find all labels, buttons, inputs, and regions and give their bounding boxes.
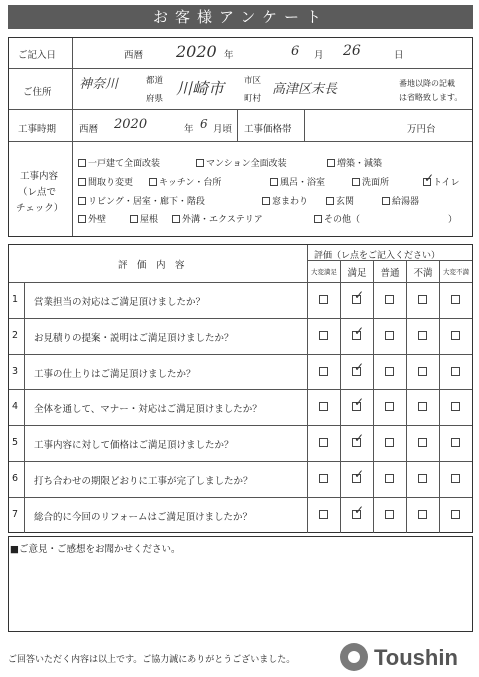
work-type-option[interactable] bbox=[262, 194, 308, 207]
checkbox[interactable] bbox=[270, 178, 278, 186]
form-title: お客様アンケート bbox=[8, 5, 473, 29]
checkbox[interactable] bbox=[172, 215, 180, 223]
rating-header: 評価（レ点をご記入ください） bbox=[314, 251, 441, 261]
address-note-line1: 番地以降の記載 bbox=[399, 79, 455, 88]
question-number: 5 bbox=[12, 437, 19, 449]
other-close-paren: ） bbox=[448, 215, 458, 225]
checkbox[interactable] bbox=[352, 178, 360, 186]
info-table bbox=[8, 37, 473, 237]
work-type-label: 増築・減築 bbox=[337, 159, 383, 169]
question-text: 全体を通して、マナー・対応はご満足頂けましたか？ bbox=[34, 404, 262, 416]
work-type-option[interactable] bbox=[78, 156, 160, 169]
scale-label: 不満 bbox=[413, 268, 433, 279]
checkbox[interactable] bbox=[78, 215, 86, 223]
rating-checkbox[interactable] bbox=[385, 510, 394, 519]
work-type-option[interactable] bbox=[382, 194, 419, 207]
divider bbox=[9, 141, 472, 142]
evaluation-header: 評 価 内 容 bbox=[118, 260, 185, 271]
work-type-label: トイレ bbox=[433, 178, 460, 188]
pref-suffix-bottom: 府県 bbox=[146, 94, 164, 104]
rating-checkbox[interactable] bbox=[418, 402, 427, 411]
work-type-label: 給湯器 bbox=[392, 197, 420, 207]
divider bbox=[72, 38, 73, 236]
divider bbox=[9, 68, 472, 69]
work-type-label: その他（ bbox=[324, 215, 361, 225]
period-year-unit: 年 bbox=[184, 124, 194, 135]
pref-suffix-top: 都道 bbox=[146, 76, 164, 86]
address-town: 高津区末長 bbox=[272, 82, 338, 97]
content-hint-line2: チェック） bbox=[16, 203, 64, 214]
check-mark-icon: ✓ bbox=[354, 431, 365, 446]
rating-checkbox[interactable] bbox=[451, 295, 460, 304]
rating-checkbox[interactable] bbox=[319, 474, 328, 483]
checkbox[interactable] bbox=[78, 197, 86, 205]
divider bbox=[340, 260, 341, 533]
logo-center bbox=[348, 651, 360, 663]
rating-checkbox[interactable] bbox=[451, 438, 460, 447]
divider bbox=[24, 282, 25, 533]
date-era: 西暦 bbox=[124, 50, 144, 61]
rating-checkbox[interactable] bbox=[319, 295, 328, 304]
rating-checkbox[interactable] bbox=[319, 510, 328, 519]
period-month-unit: 月頃 bbox=[213, 124, 233, 135]
checkbox[interactable] bbox=[326, 197, 334, 205]
checkbox[interactable] bbox=[149, 178, 157, 186]
work-type-option[interactable] bbox=[78, 194, 205, 207]
date-day-unit: 日 bbox=[394, 50, 404, 61]
checkbox[interactable] bbox=[423, 171, 435, 186]
work-type-label: 間取り変更 bbox=[88, 178, 134, 188]
company-logo-text: Toushin bbox=[374, 645, 458, 670]
divider bbox=[439, 260, 440, 533]
rating-checkbox[interactable] bbox=[451, 474, 460, 483]
check-mark-icon: ✓ bbox=[354, 323, 365, 338]
rating-checkbox[interactable] bbox=[418, 438, 427, 447]
work-type-option[interactable] bbox=[149, 175, 221, 188]
rating-checkbox[interactable] bbox=[385, 295, 394, 304]
rating-checkbox[interactable] bbox=[319, 438, 328, 447]
date-year-unit: 年 bbox=[224, 50, 234, 61]
work-type-option[interactable] bbox=[78, 175, 133, 188]
checkbox[interactable] bbox=[78, 178, 86, 186]
rating-checkbox[interactable] bbox=[418, 331, 427, 340]
footer-message: ご回答いただく内容は以上です。ご協力誠にありがとうございました。 bbox=[8, 655, 296, 665]
check-mark-icon: ✓ bbox=[354, 502, 365, 517]
check-mark-icon: ✓ bbox=[354, 466, 365, 481]
divider bbox=[237, 110, 238, 141]
checkbox[interactable] bbox=[382, 197, 390, 205]
work-type-option[interactable] bbox=[196, 156, 287, 169]
checkbox[interactable] bbox=[314, 215, 322, 223]
checkbox[interactable] bbox=[130, 215, 138, 223]
work-type-label: リビング・居室・廊下・階段 bbox=[88, 197, 205, 207]
date-year: 2020 bbox=[176, 42, 217, 61]
checkbox[interactable] bbox=[262, 197, 270, 205]
work-type-label: マンション全面改装 bbox=[206, 159, 287, 169]
check-mark-icon: ✓ bbox=[354, 359, 365, 374]
work-type-label: 窓まわり bbox=[272, 197, 309, 207]
work-type-option[interactable] bbox=[270, 175, 325, 188]
rating-checkbox[interactable] bbox=[418, 510, 427, 519]
checkbox[interactable] bbox=[78, 159, 86, 167]
work-type-option[interactable] bbox=[172, 212, 263, 225]
work-type-option[interactable] bbox=[78, 212, 106, 225]
divider bbox=[304, 110, 305, 141]
check-mark-icon: ✓ bbox=[354, 287, 365, 302]
rating-checkbox[interactable] bbox=[319, 367, 328, 376]
address-city: 川崎市 bbox=[176, 79, 225, 98]
work-type-label: 玄関 bbox=[336, 197, 355, 207]
question-number: 2 bbox=[12, 329, 19, 341]
date-month: 6 bbox=[291, 44, 300, 59]
period-label: 工事時期 bbox=[18, 124, 57, 135]
checkbox[interactable] bbox=[196, 159, 204, 167]
address-prefecture: 神奈川 bbox=[79, 77, 119, 92]
question-text: 工事内容に対して価格はご満足頂けましたか？ bbox=[34, 440, 234, 452]
price-label: 工事価格帯 bbox=[244, 124, 292, 135]
divider bbox=[406, 260, 407, 533]
question-text: 工事の仕上りはご満足頂けましたか？ bbox=[34, 368, 196, 380]
divider bbox=[9, 461, 472, 462]
work-type-option[interactable] bbox=[352, 175, 389, 188]
rating-checkbox[interactable] bbox=[418, 474, 427, 483]
check-mark-icon: ✓ bbox=[354, 395, 365, 410]
divider bbox=[9, 354, 472, 355]
price-unit: 万円台 bbox=[407, 124, 436, 135]
work-type-option[interactable] bbox=[326, 194, 354, 207]
question-text: 営業担当の対応はご満足頂けましたか？ bbox=[34, 296, 206, 308]
rating-checkbox[interactable] bbox=[451, 510, 460, 519]
work-type-option[interactable] bbox=[130, 212, 158, 225]
work-type-label: 風呂・浴室 bbox=[280, 178, 326, 188]
rating-checkbox[interactable] bbox=[385, 474, 394, 483]
city-suffix-top: 市区 bbox=[244, 76, 262, 86]
period-era: 西暦 bbox=[79, 124, 99, 135]
question-number: 4 bbox=[12, 401, 19, 413]
rating-checkbox[interactable] bbox=[319, 331, 328, 340]
work-type-option[interactable] bbox=[314, 212, 360, 225]
scale-label: 普通 bbox=[380, 268, 400, 279]
divider bbox=[9, 425, 472, 426]
opinion-label: ■ご意見・ご感想をお聞かせください。 bbox=[10, 544, 181, 555]
question-number: 7 bbox=[12, 508, 19, 520]
city-suffix-bottom: 町村 bbox=[244, 94, 262, 104]
date-month-unit: 月 bbox=[314, 50, 324, 61]
divider bbox=[9, 109, 472, 110]
date-label: ご記入日 bbox=[18, 50, 57, 61]
rating-checkbox[interactable] bbox=[385, 331, 394, 340]
work-type-option[interactable] bbox=[327, 156, 382, 169]
rating-checkbox[interactable] bbox=[418, 367, 427, 376]
address-note-line2: は省略致します。 bbox=[399, 93, 463, 102]
question-text: お見積りの提案・説明はご満足頂けましたか？ bbox=[34, 332, 234, 344]
divider bbox=[9, 282, 472, 283]
scale-label: 大変満足 bbox=[311, 268, 337, 276]
rating-checkbox[interactable] bbox=[451, 402, 460, 411]
date-day: 26 bbox=[343, 43, 361, 59]
scale-label: 大変不満 bbox=[443, 268, 469, 276]
content-hint-line1: （レ点で bbox=[18, 187, 57, 198]
rating-checkbox[interactable] bbox=[451, 331, 460, 340]
period-month: 6 bbox=[200, 117, 208, 131]
work-type-option[interactable] bbox=[423, 171, 460, 188]
rating-checkbox[interactable] bbox=[385, 367, 394, 376]
scale-label: 満足 bbox=[347, 268, 367, 279]
checkbox[interactable] bbox=[327, 159, 335, 167]
divider bbox=[9, 389, 472, 390]
content-label: 工事内容 bbox=[20, 171, 59, 182]
question-number: 3 bbox=[12, 365, 19, 377]
work-type-label: キッチン・台所 bbox=[159, 178, 222, 188]
work-type-label: 外溝・エクステリア bbox=[182, 215, 263, 225]
work-type-label: 外壁 bbox=[88, 215, 107, 225]
question-number: 1 bbox=[12, 293, 19, 305]
question-text: 総合的に今回のリフォームはご満足頂けましたか？ bbox=[34, 511, 253, 523]
divider bbox=[373, 260, 374, 533]
rating-checkbox[interactable] bbox=[451, 367, 460, 376]
rating-checkbox[interactable] bbox=[385, 438, 394, 447]
work-type-label: 一戸建て全面改装 bbox=[88, 159, 161, 169]
rating-checkbox[interactable] bbox=[385, 402, 394, 411]
question-number: 6 bbox=[12, 472, 19, 484]
work-type-label: 洗面所 bbox=[362, 178, 390, 188]
divider bbox=[9, 318, 472, 319]
rating-checkbox[interactable] bbox=[418, 295, 427, 304]
divider bbox=[9, 497, 472, 498]
address-label: ご住所 bbox=[23, 87, 52, 98]
period-year: 2020 bbox=[114, 117, 148, 132]
rating-checkbox[interactable] bbox=[319, 402, 328, 411]
check-mark-icon: ✓ bbox=[424, 171, 435, 185]
company-logo-icon bbox=[340, 643, 368, 671]
question-text: 打ち合わせの期限どおりに工事が完了しましたか？ bbox=[34, 475, 253, 487]
work-type-label: 屋根 bbox=[140, 215, 159, 225]
